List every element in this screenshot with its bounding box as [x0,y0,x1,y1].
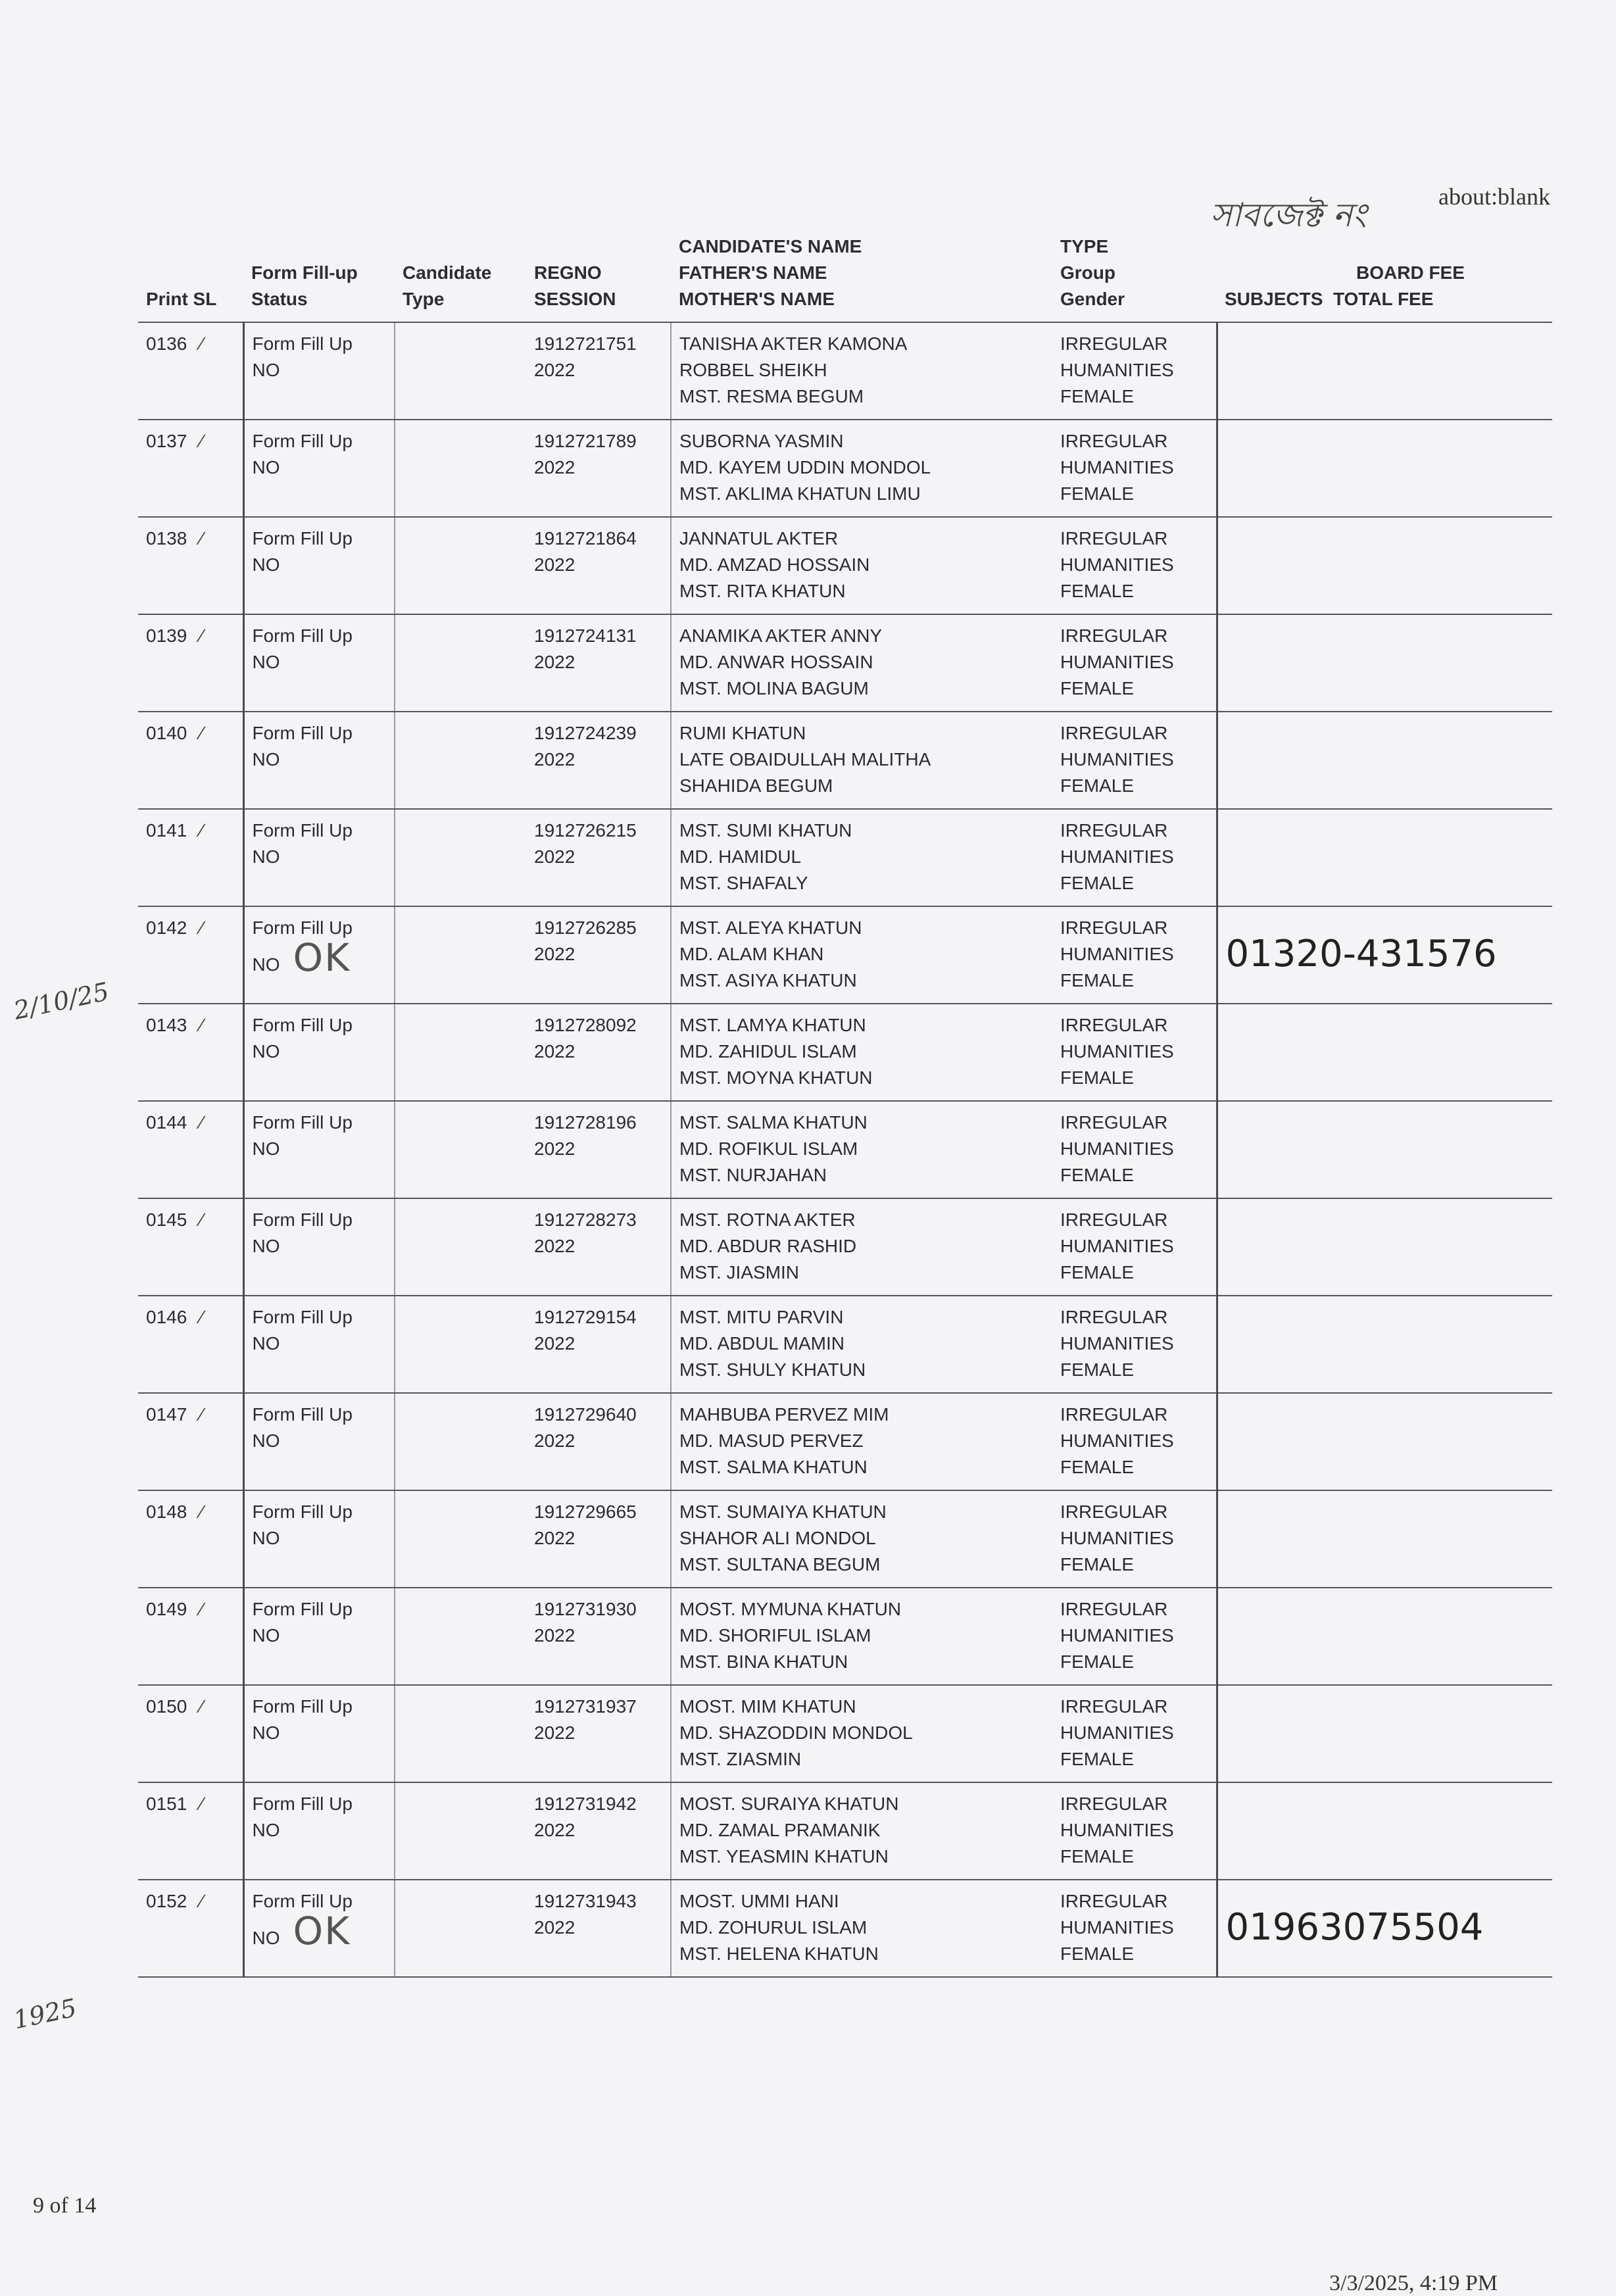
candidate-names: TANISHA AKTER KAMONA ROBBEL SHEIKH MST. RESMA BEGUM [671,322,1052,420]
candidate-type [395,1198,526,1296]
subjects-fee [1217,712,1552,809]
regno-session: 1912731942 2022 [526,1782,671,1880]
header-names: CANDIDATE'S NAME FATHER'S NAME MOTHER'S NAME [671,233,1052,322]
type-group-gender: IRREGULAR HUMANITIES FEMALE [1052,1782,1217,1880]
print-sl: 0140 ∕ [138,712,243,809]
subjects-fee [1217,1393,1552,1490]
print-sl: 0139 ∕ [138,614,243,712]
type-group-gender: IRREGULAR HUMANITIES FEMALE [1052,614,1217,712]
print-sl: 0148 ∕ [138,1490,243,1588]
regno-session: 1912731930 2022 [526,1588,671,1685]
browser-label: about:blank [1438,183,1550,210]
candidate-type [395,1685,526,1782]
check-mark-icon: ∕ [200,1209,203,1230]
regno-session: 1912731943 2022 [526,1880,671,1977]
table-row [138,1685,1552,1782]
form-status: Form Fill Up NO OK [243,1880,395,1977]
candidate-names: MST. SUMAIYA KHATUN SHAHOR ALI MONDOL MST. SULTANA BEGUM [671,1490,1052,1588]
form-status: Form Fill Up NO [243,712,395,809]
print-sl: 0152 ∕ [138,1880,243,1977]
form-status: Form Fill Up NO [243,1782,395,1880]
form-status: Form Fill Up NO [243,1588,395,1685]
phone-note: 01963075504 [1225,1906,1484,1949]
print-sl: 0144 ∕ [138,1101,243,1198]
candidate-names: MST. SUMI KHATUN MD. HAMIDUL MST. SHAFALY [671,809,1052,906]
header-candidate-type: Candidate Type [395,233,526,322]
regno-session: 1912728196 2022 [526,1101,671,1198]
check-mark-icon: ∕ [200,1307,203,1327]
table-row [138,1198,1552,1296]
print-sl: 0151 ∕ [138,1782,243,1880]
ok-mark: OK [293,935,351,980]
candidate-names: MST. ROTNA AKTER MD. ABDUR RASHID MST. JIASMIN [671,1198,1052,1296]
type-group-gender: IRREGULAR HUMANITIES FEMALE [1052,1004,1217,1101]
print-sl: 0150 ∕ [138,1685,243,1782]
type-group-gender: IRREGULAR HUMANITIES FEMALE [1052,1101,1217,1198]
type-group-gender: IRREGULAR HUMANITIES FEMALE [1052,712,1217,809]
candidate-names: SUBORNA YASMIN MD. KAYEM UDDIN MONDOL MST. AKLIMA KHATUN LIMU [671,420,1052,517]
table-row [138,1490,1552,1588]
header-regno: REGNO SESSION [526,233,671,322]
print-sl: 0137 ∕ [138,420,243,517]
candidate-type [395,322,526,420]
table-row [138,517,1552,614]
regno-session: 1912721864 2022 [526,517,671,614]
candidate-type [395,1101,526,1198]
candidate-type [395,1782,526,1880]
subjects-fee [1217,1198,1552,1296]
candidate-type [395,1393,526,1490]
check-mark-icon: ∕ [200,723,203,743]
form-status: Form Fill Up NO [243,614,395,712]
check-mark-icon: ∕ [200,1015,203,1035]
form-status: Form Fill Up NO [243,1198,395,1296]
subjects-fee [1217,614,1552,712]
header-status: Form Fill-up Status [243,233,395,322]
candidate-type [395,906,526,1004]
table-row [138,712,1552,809]
subjects-fee [1217,906,1552,1004]
regno-session: 1912729640 2022 [526,1393,671,1490]
subjects-fee [1217,809,1552,906]
type-group-gender: IRREGULAR HUMANITIES FEMALE [1052,1685,1217,1782]
print-sl: 0145 ∕ [138,1198,243,1296]
candidate-names: MST. ALEYA KHATUN MD. ALAM KHAN MST. ASIYA KHATUN [671,906,1052,1004]
margin-note-0142: 2/10/25 [11,977,112,1025]
regno-session: 1912724131 2022 [526,614,671,712]
subjects-fee [1217,1490,1552,1588]
print-sl: 0143 ∕ [138,1004,243,1101]
type-group-gender: IRREGULAR HUMANITIES FEMALE [1052,1393,1217,1490]
print-sl: 0147 ∕ [138,1393,243,1490]
check-mark-icon: ∕ [200,1112,203,1133]
candidate-type [395,1004,526,1101]
candidate-type [395,1880,526,1977]
check-mark-icon: ∕ [200,431,203,451]
table-row [138,420,1552,517]
regno-session: 1912729154 2022 [526,1296,671,1393]
header-type: TYPE Group Gender [1052,233,1217,322]
check-mark-icon: ∕ [200,528,203,549]
form-status: Form Fill Up NO [243,1101,395,1198]
regno-session: 1912726285 2022 [526,906,671,1004]
regno-session: 1912731937 2022 [526,1685,671,1782]
table-row [138,1588,1552,1685]
candidate-type [395,1588,526,1685]
candidate-type [395,809,526,906]
table-row [138,1880,1552,1977]
type-group-gender: IRREGULAR HUMANITIES FEMALE [1052,322,1217,420]
subjects-fee [1217,420,1552,517]
print-sl: 0138 ∕ [138,517,243,614]
type-group-gender: IRREGULAR HUMANITIES FEMALE [1052,517,1217,614]
subjects-fee [1217,1685,1552,1782]
check-mark-icon: ∕ [200,1696,203,1717]
table-row [138,614,1552,712]
type-group-gender: IRREGULAR HUMANITIES FEMALE [1052,906,1217,1004]
candidate-type [395,517,526,614]
form-status: Form Fill Up NO [243,1685,395,1782]
subjects-fee [1217,517,1552,614]
table-row [138,1393,1552,1490]
table-row [138,1101,1552,1198]
table-row [138,1004,1552,1101]
table-header-row [138,233,1552,322]
regno-session: 1912721751 2022 [526,322,671,420]
candidate-type [395,1490,526,1588]
subjects-fee [1217,1588,1552,1685]
form-status: Form Fill Up NO [243,1393,395,1490]
candidate-sheet [138,233,1552,1978]
subjects-fee [1217,1782,1552,1880]
candidate-names: MOST. SURAIYA KHATUN MD. ZAMAL PRAMANIK MST. YEASMIN KHATUN [671,1782,1052,1880]
subjects-fee [1217,1004,1552,1101]
type-group-gender: IRREGULAR HUMANITIES FEMALE [1052,1198,1217,1296]
form-status: Form Fill Up NO OK [243,906,395,1004]
table-row [138,906,1552,1004]
table-row [138,809,1552,906]
margin-note-0152: 1925 [11,1993,80,2035]
check-mark-icon: ∕ [200,917,203,938]
candidate-names: MAHBUBA PERVEZ MIM MD. MASUD PERVEZ MST. SALMA KHATUN [671,1393,1052,1490]
type-group-gender: IRREGULAR HUMANITIES FEMALE [1052,1588,1217,1685]
check-mark-icon: ∕ [200,1404,203,1425]
print-sl: 0149 ∕ [138,1588,243,1685]
check-mark-icon: ∕ [200,1891,203,1911]
candidate-type [395,614,526,712]
subjects-fee [1217,1101,1552,1198]
candidate-names: MOST. MIM KHATUN MD. SHAZODDIN MONDOL MST. ZIASMIN [671,1685,1052,1782]
check-mark-icon: ∕ [200,1599,203,1619]
type-group-gender: IRREGULAR HUMANITIES FEMALE [1052,1490,1217,1588]
type-group-gender: IRREGULAR HUMANITIES FEMALE [1052,809,1217,906]
type-group-gender: IRREGULAR HUMANITIES FEMALE [1052,1296,1217,1393]
print-sl: 0136 ∕ [138,322,243,420]
candidate-type [395,420,526,517]
form-status: Form Fill Up NO [243,1490,395,1588]
print-sl: 0142 ∕ [138,906,243,1004]
candidate-names: MST. SALMA KHATUN MD. ROFIKUL ISLAM MST. NURJAHAN [671,1101,1052,1198]
check-mark-icon: ∕ [200,1502,203,1522]
header-print-sl: Print SL [138,233,243,322]
subjects-fee [1217,1296,1552,1393]
phone-note: 01320-431576 [1225,933,1497,975]
candidate-names: MST. MITU PARVIN MD. ABDUL MAMIN MST. SHULY KHATUN [671,1296,1052,1393]
check-mark-icon: ∕ [200,1794,203,1814]
type-group-gender: IRREGULAR HUMANITIES FEMALE [1052,420,1217,517]
candidate-table [138,233,1552,1978]
form-status: Form Fill Up NO [243,517,395,614]
regno-session: 1912726215 2022 [526,809,671,906]
regno-session: 1912728273 2022 [526,1198,671,1296]
regno-session: 1912724239 2022 [526,712,671,809]
ok-mark: OK [293,1909,351,1953]
form-status: Form Fill Up NO [243,322,395,420]
subjects-fee [1217,1880,1552,1977]
print-timestamp: 3/3/2025, 4:19 PM [1329,2271,1498,2295]
candidate-type [395,712,526,809]
type-group-gender: IRREGULAR HUMANITIES FEMALE [1052,1880,1217,1977]
candidate-names: ANAMIKA AKTER ANNY MD. ANWAR HOSSAIN MST. MOLINA BAGUM [671,614,1052,712]
print-sl: 0146 ∕ [138,1296,243,1393]
candidate-names: MOST. MYMUNA KHATUN MD. SHORIFUL ISLAM MST. BINA KHATUN [671,1588,1052,1685]
header-subjects-fee: BOARD FEE SUBJECTS TOTAL FEE [1217,233,1552,322]
table-row [138,1296,1552,1393]
table-row [138,1782,1552,1880]
subjects-fee [1217,322,1552,420]
handwritten-header: সাবজেক্ট নং [1210,196,1367,234]
candidate-names: JANNATUL AKTER MD. AMZAD HOSSAIN MST. RITA KHATUN [671,517,1052,614]
form-status: Form Fill Up NO [243,1004,395,1101]
candidate-names: MST. LAMYA KHATUN MD. ZAHIDUL ISLAM MST. MOYNA KHATUN [671,1004,1052,1101]
regno-session: 1912729665 2022 [526,1490,671,1588]
check-mark-icon: ∕ [200,820,203,841]
check-mark-icon: ∕ [200,333,203,354]
regno-session: 1912728092 2022 [526,1004,671,1101]
candidate-type [395,1296,526,1393]
table-row [138,322,1552,420]
page-number: 9 of 14 [33,2193,97,2218]
check-mark-icon: ∕ [200,625,203,646]
form-status: Form Fill Up NO [243,420,395,517]
print-sl: 0141 ∕ [138,809,243,906]
form-status: Form Fill Up NO [243,809,395,906]
candidate-names: MOST. UMMI HANI MD. ZOHURUL ISLAM MST. HELENA KHATUN [671,1880,1052,1977]
candidate-names: RUMI KHATUN LATE OBAIDULLAH MALITHA SHAHIDA BEGUM [671,712,1052,809]
regno-session: 1912721789 2022 [526,420,671,517]
form-status: Form Fill Up NO [243,1296,395,1393]
